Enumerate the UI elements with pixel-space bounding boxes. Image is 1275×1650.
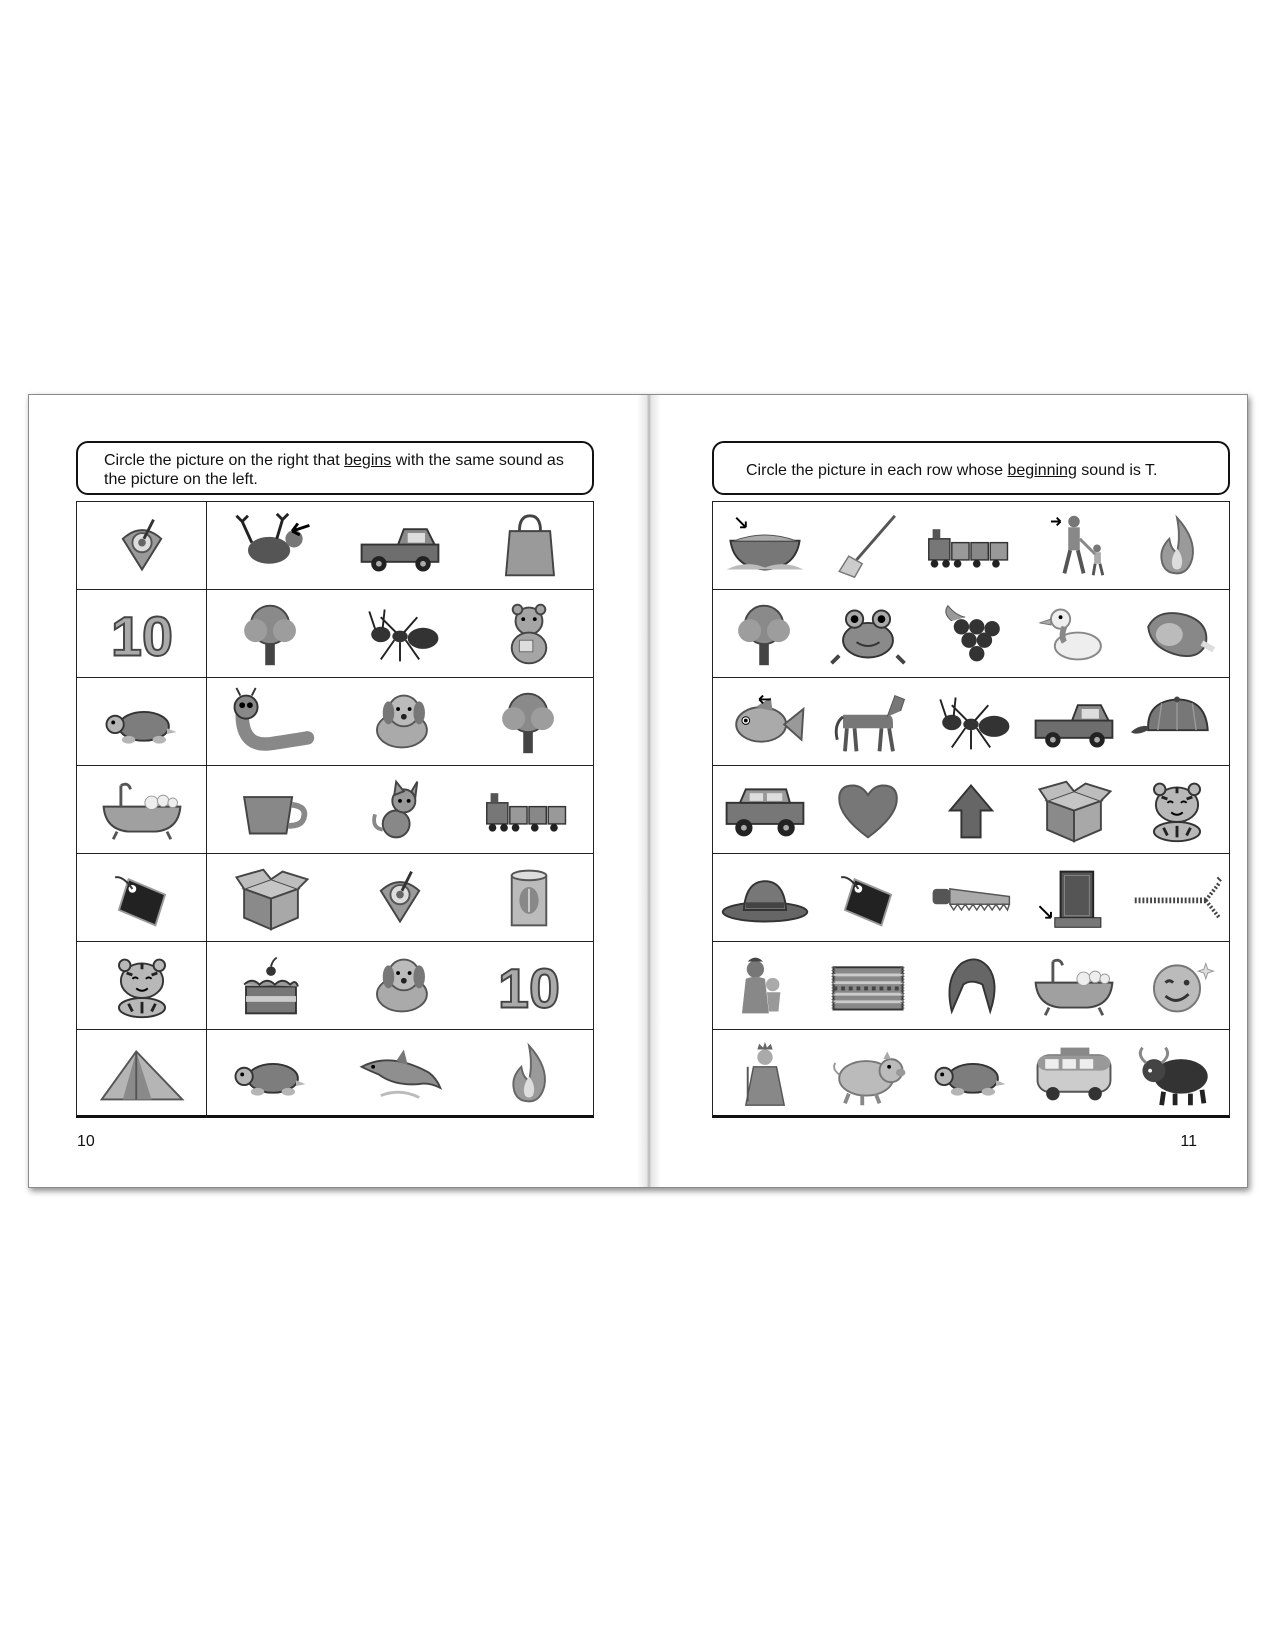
key-picture-cell (77, 1030, 207, 1118)
worksheet-row (77, 942, 593, 1030)
saw-icon[interactable] (923, 862, 1019, 934)
option-picture-cell (816, 1030, 919, 1118)
option-picture-cell (336, 1030, 465, 1118)
option-picture-cell (713, 942, 816, 1029)
hair-icon[interactable] (923, 950, 1019, 1022)
option-picture-cell (919, 678, 1022, 765)
option-picture-cell (1023, 1030, 1126, 1118)
worksheet-row (77, 678, 593, 766)
option-picture-cell (1023, 942, 1126, 1029)
option-picture-cell (207, 1030, 336, 1118)
tiger-icon[interactable] (94, 950, 190, 1022)
mom-icon[interactable] (717, 950, 813, 1022)
hat-icon[interactable] (717, 862, 813, 934)
option-picture-cell (1126, 942, 1229, 1029)
option-picture-cell (1126, 766, 1229, 853)
jeep-icon[interactable] (717, 774, 813, 846)
tiger-icon[interactable] (1129, 774, 1225, 846)
page-number-right: 11 (1180, 1133, 1197, 1150)
worksheet-row (713, 942, 1229, 1030)
instruction-box-right (712, 441, 1230, 495)
option-picture-cell (816, 766, 919, 853)
wink-icon[interactable] (1129, 950, 1225, 1022)
option-picture-cell (464, 678, 593, 765)
turtle-icon[interactable] (94, 686, 190, 758)
dog-icon[interactable] (352, 686, 448, 758)
option-picture-cell (919, 1030, 1022, 1118)
option-picture-cell (464, 942, 593, 1029)
instruction-text-end: sound is T. (1076, 462, 1158, 479)
option-picture-cell (1126, 854, 1229, 941)
option-picture-cell (919, 942, 1022, 1029)
option-picture-cell (1126, 502, 1229, 589)
ant-icon[interactable] (923, 686, 1019, 758)
key-picture-cell (77, 678, 207, 765)
can-icon[interactable] (481, 862, 577, 934)
option-picture-cell (816, 502, 919, 589)
tag-icon[interactable] (94, 862, 190, 934)
book-spine (637, 395, 661, 1187)
option-picture-cell (207, 502, 336, 589)
dad-icon[interactable] (1026, 510, 1122, 582)
key-picture-cell (77, 854, 207, 941)
worksheet-row (77, 766, 593, 854)
option-picture-cell (919, 854, 1022, 941)
key-picture-cell (77, 502, 207, 589)
option-picture-cell (713, 1030, 816, 1118)
option-picture-cell (336, 942, 465, 1029)
horse-icon[interactable] (820, 686, 916, 758)
instruction-underlined-word: beginning (1007, 462, 1077, 479)
ten-icon[interactable] (94, 598, 190, 670)
turtle-icon[interactable] (923, 1038, 1019, 1110)
page-left (29, 395, 637, 1187)
heart-icon[interactable] (820, 774, 916, 846)
fin-icon[interactable] (717, 686, 813, 758)
bear-icon[interactable] (481, 598, 577, 670)
option-picture-cell (207, 678, 336, 765)
worksheet-row (713, 766, 1229, 854)
option-picture-cell (816, 590, 919, 677)
option-picture-cell (919, 590, 1022, 677)
worksheet-grid-left (76, 501, 594, 1118)
option-picture-cell (336, 766, 465, 853)
option-picture-cell (464, 854, 593, 941)
option-picture-cell (1126, 590, 1229, 677)
option-picture-cell (713, 766, 816, 853)
option-picture-cell (336, 854, 465, 941)
dog-icon[interactable] (352, 950, 448, 1022)
option-picture-cell (713, 590, 816, 677)
van-icon[interactable] (1026, 1038, 1122, 1110)
ham-icon[interactable] (1129, 598, 1225, 670)
worksheet-row (713, 502, 1229, 590)
option-picture-cell (1023, 766, 1126, 853)
worm-icon[interactable] (223, 686, 319, 758)
instruction-text-end: with the same sound as the picture on the left. (104, 452, 564, 488)
option-picture-cell (816, 678, 919, 765)
option-picture-cell (464, 766, 593, 853)
instruction-text-start: Circle the picture on the right that (104, 452, 345, 469)
worksheet-row (77, 854, 593, 942)
duck-icon[interactable] (1026, 598, 1122, 670)
key-picture-cell (77, 590, 207, 677)
option-picture-cell (207, 590, 336, 677)
queen-icon[interactable] (717, 1038, 813, 1110)
option-picture-cell (1023, 502, 1126, 589)
cup-icon[interactable] (223, 774, 319, 846)
option-picture-cell (464, 502, 593, 589)
option-picture-cell (464, 590, 593, 677)
svg-text:10: 10 (497, 957, 560, 1020)
page-number-left: 10 (77, 1133, 95, 1150)
ant-icon[interactable] (352, 598, 448, 670)
worksheet-row (77, 590, 593, 678)
tag-icon[interactable] (820, 862, 916, 934)
svg-text:10: 10 (110, 605, 173, 668)
option-picture-cell (713, 502, 816, 589)
tub-icon[interactable] (1026, 950, 1122, 1022)
zipper-icon[interactable] (1129, 862, 1225, 934)
train-icon[interactable] (481, 774, 577, 846)
sand-icon[interactable] (717, 510, 813, 582)
option-picture-cell (816, 854, 919, 941)
worksheet-grid-right (712, 501, 1230, 1118)
ten-icon[interactable] (481, 950, 577, 1022)
book-spread (28, 394, 1248, 1188)
box-icon[interactable] (1026, 774, 1122, 846)
bag-icon[interactable] (481, 510, 577, 582)
turtle-icon[interactable] (223, 1038, 319, 1110)
worksheet-row (713, 678, 1229, 766)
option-picture-cell (713, 678, 816, 765)
option-picture-cell (1126, 678, 1229, 765)
pig-icon[interactable] (820, 1038, 916, 1110)
cake-icon[interactable] (223, 950, 319, 1022)
deer-icon[interactable] (223, 510, 319, 582)
cat-icon[interactable] (352, 774, 448, 846)
grapes-icon[interactable] (923, 598, 1019, 670)
option-picture-cell (1023, 678, 1126, 765)
option-picture-cell (919, 502, 1022, 589)
train-icon[interactable] (923, 510, 1019, 582)
option-picture-cell (919, 766, 1022, 853)
option-picture-cell (336, 502, 465, 589)
frog-icon[interactable] (820, 598, 916, 670)
mat-icon[interactable] (1026, 862, 1122, 934)
worksheet-row (713, 854, 1229, 942)
top-icon[interactable] (94, 510, 190, 582)
truck-icon[interactable] (352, 510, 448, 582)
option-picture-cell (1126, 1030, 1229, 1118)
option-picture-cell (207, 854, 336, 941)
option-picture-cell (336, 590, 465, 677)
instruction-underlined-word: begins (344, 452, 392, 469)
option-picture-cell (713, 854, 816, 941)
instruction-text-start: Circle the picture in each row whose (746, 462, 1008, 479)
yak-icon[interactable] (1129, 1038, 1225, 1110)
top-icon[interactable] (352, 862, 448, 934)
fire-icon[interactable] (1129, 510, 1225, 582)
option-picture-cell (816, 942, 919, 1029)
option-picture-cell (1023, 854, 1126, 941)
worksheet-row (713, 590, 1229, 678)
arrow-up-icon[interactable] (923, 774, 1019, 846)
tree-icon[interactable] (717, 598, 813, 670)
worksheet-row (713, 1030, 1229, 1118)
option-picture-cell (464, 1030, 593, 1118)
tree-icon[interactable] (481, 686, 577, 758)
tent-icon[interactable] (94, 1038, 190, 1110)
rug-icon[interactable] (820, 950, 916, 1022)
worksheet-row (77, 1030, 593, 1118)
fire-icon[interactable] (481, 1038, 577, 1110)
truck-icon[interactable] (1026, 686, 1122, 758)
option-picture-cell (336, 678, 465, 765)
mop-icon[interactable] (820, 510, 916, 582)
tub-icon[interactable] (94, 774, 190, 846)
option-picture-cell (207, 766, 336, 853)
option-picture-cell (207, 942, 336, 1029)
tree-icon[interactable] (223, 598, 319, 670)
instruction-box-left (76, 441, 594, 495)
key-picture-cell (77, 766, 207, 853)
cap-icon[interactable] (1129, 686, 1225, 758)
box-icon[interactable] (223, 862, 319, 934)
option-picture-cell (1023, 590, 1126, 677)
page-right (661, 395, 1247, 1187)
worksheet-row (77, 502, 593, 590)
dolphin-icon[interactable] (352, 1038, 448, 1110)
key-picture-cell (77, 942, 207, 1029)
